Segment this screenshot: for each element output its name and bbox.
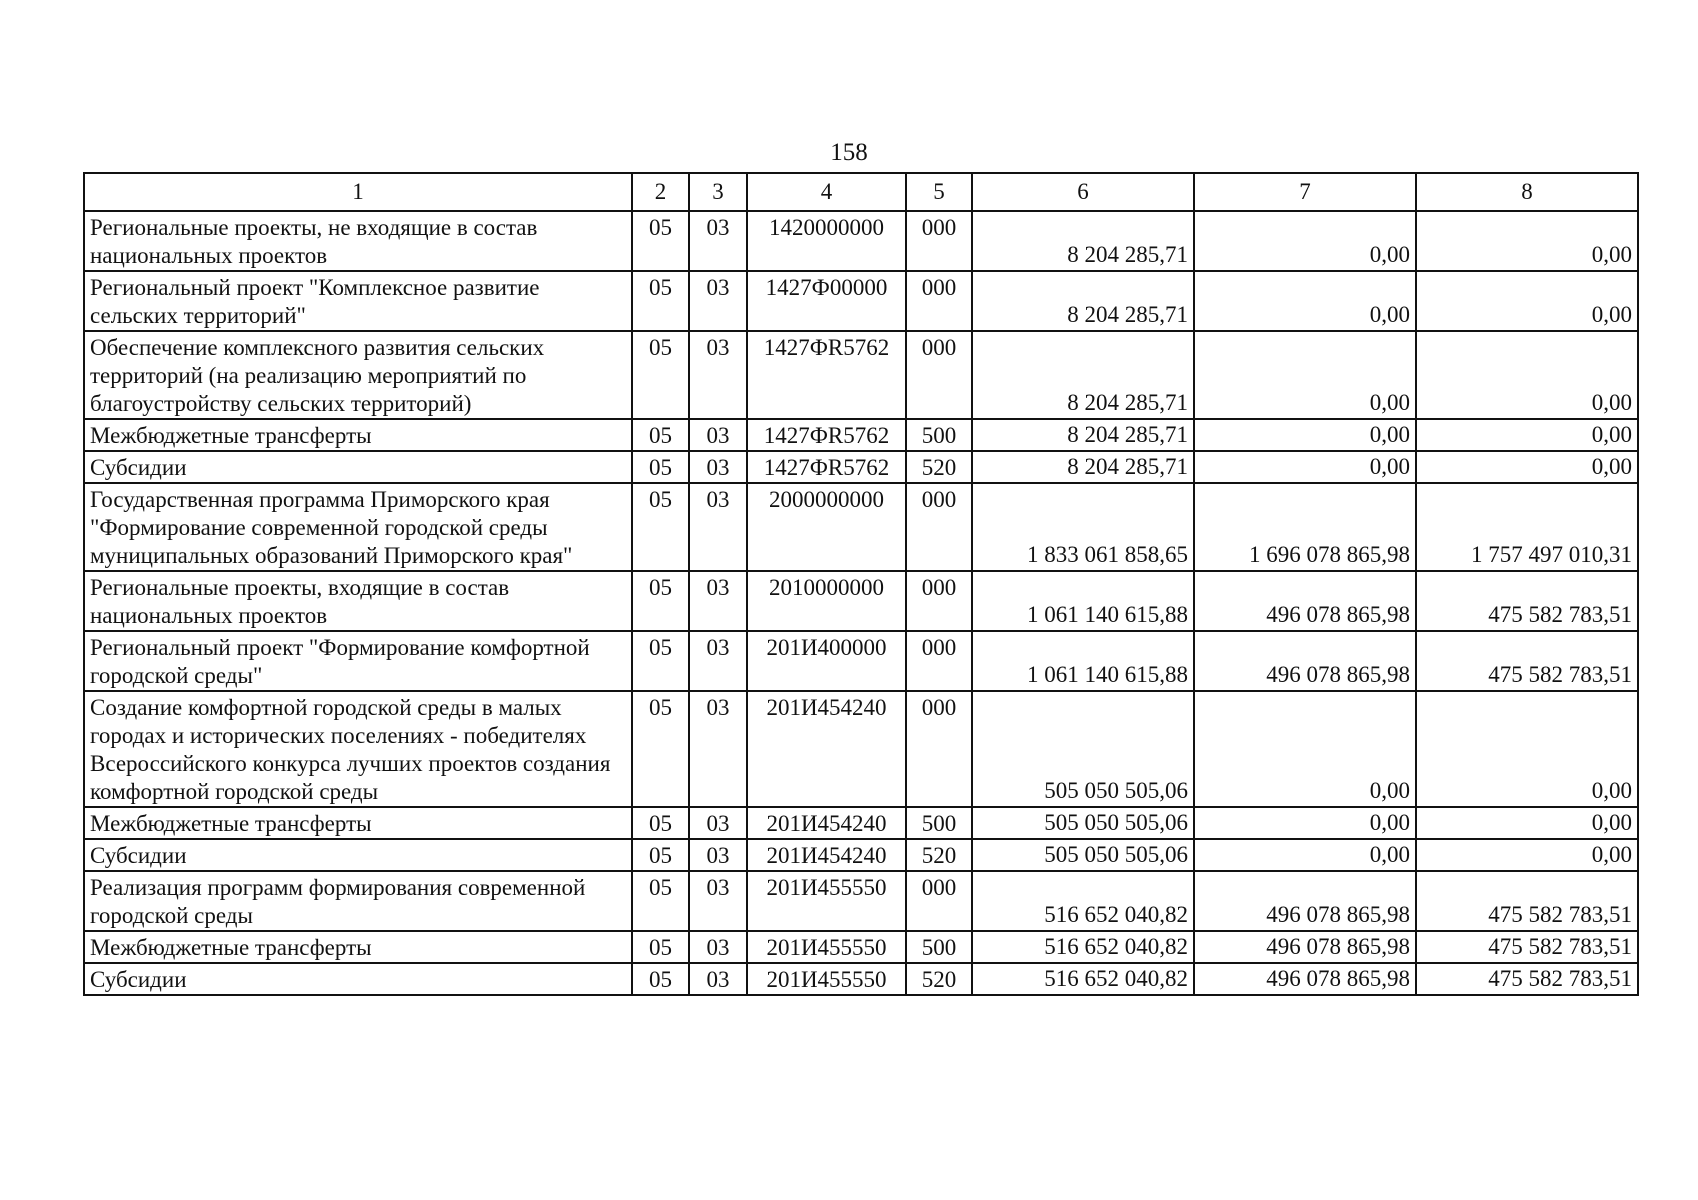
row-name-cell: Региональные проекты, не входящие в состав национальных проектов bbox=[84, 211, 632, 271]
table-row bbox=[84, 419, 1638, 451]
row-name-cell: Создание комфортной городской среды в малых городах и исторических поселениях - победителях Всероссийского конкурса лучших проектов создания комфортной городской среды bbox=[84, 691, 632, 807]
subsection-code-cell: 03 bbox=[689, 271, 747, 331]
page-number: 158 bbox=[830, 139, 868, 166]
amount-col7-cell: 496 078 865,98 bbox=[1194, 631, 1416, 691]
target-article-cell: 201И454240 bbox=[747, 807, 906, 839]
expense-type-cell: 000 bbox=[906, 691, 972, 807]
section-code-cell: 05 bbox=[632, 451, 689, 483]
amount-col6-cell: 505 050 505,06 bbox=[972, 691, 1194, 807]
section-code-cell: 05 bbox=[632, 483, 689, 571]
section-code-cell: 05 bbox=[632, 871, 689, 931]
column-header-7: 7 bbox=[1194, 173, 1416, 211]
row-name-cell: Реализация программ формирования современной городской среды bbox=[84, 871, 632, 931]
amount-col8-cell: 0,00 bbox=[1416, 419, 1638, 451]
subsection-code-cell: 03 bbox=[689, 571, 747, 631]
subsection-code-cell: 03 bbox=[689, 631, 747, 691]
column-header-5: 5 bbox=[906, 173, 972, 211]
amount-col7-cell: 0,00 bbox=[1194, 271, 1416, 331]
table-row bbox=[84, 931, 1638, 963]
column-header-3: 3 bbox=[689, 173, 747, 211]
subsection-code-cell: 03 bbox=[689, 211, 747, 271]
table-row bbox=[84, 571, 1638, 631]
amount-col6-cell: 505 050 505,06 bbox=[972, 839, 1194, 871]
table-row bbox=[84, 483, 1638, 571]
amount-col7-cell: 0,00 bbox=[1194, 331, 1416, 419]
table-row bbox=[84, 271, 1638, 331]
amount-col7-cell: 1 696 078 865,98 bbox=[1194, 483, 1416, 571]
column-header-6: 6 bbox=[972, 173, 1194, 211]
subsection-code-cell: 03 bbox=[689, 839, 747, 871]
expense-type-cell: 500 bbox=[906, 931, 972, 963]
amount-col6-cell: 516 652 040,82 bbox=[972, 871, 1194, 931]
table-row bbox=[84, 451, 1638, 483]
budget-table bbox=[83, 172, 1639, 996]
subsection-code-cell: 03 bbox=[689, 419, 747, 451]
amount-col7-cell: 496 078 865,98 bbox=[1194, 931, 1416, 963]
amount-col6-cell: 505 050 505,06 bbox=[972, 807, 1194, 839]
amount-col6-cell: 8 204 285,71 bbox=[972, 271, 1194, 331]
table-row bbox=[84, 631, 1638, 691]
amount-col8-cell: 475 582 783,51 bbox=[1416, 571, 1638, 631]
amount-col8-cell: 0,00 bbox=[1416, 331, 1638, 419]
row-name-cell: Государственная программа Приморского края "Формирование современной городской среды муниципальных образований Приморского края" bbox=[84, 483, 632, 571]
amount-col6-cell: 8 204 285,71 bbox=[972, 211, 1194, 271]
table-row bbox=[84, 691, 1638, 807]
amount-col6-cell: 1 061 140 615,88 bbox=[972, 571, 1194, 631]
target-article-cell: 201И454240 bbox=[747, 839, 906, 871]
amount-col8-cell: 0,00 bbox=[1416, 451, 1638, 483]
expense-type-cell: 520 bbox=[906, 963, 972, 995]
column-header-4: 4 bbox=[747, 173, 906, 211]
amount-col6-cell: 1 833 061 858,65 bbox=[972, 483, 1194, 571]
expense-type-cell: 000 bbox=[906, 871, 972, 931]
target-article-cell: 2010000000 bbox=[747, 571, 906, 631]
section-code-cell: 05 bbox=[632, 419, 689, 451]
subsection-code-cell: 03 bbox=[689, 931, 747, 963]
table-row bbox=[84, 807, 1638, 839]
expense-type-cell: 000 bbox=[906, 631, 972, 691]
row-name-cell: Субсидии bbox=[84, 963, 632, 995]
amount-col6-cell: 516 652 040,82 bbox=[972, 931, 1194, 963]
expense-type-cell: 000 bbox=[906, 483, 972, 571]
target-article-cell: 201И455550 bbox=[747, 963, 906, 995]
amount-col8-cell: 0,00 bbox=[1416, 807, 1638, 839]
section-code-cell: 05 bbox=[632, 931, 689, 963]
amount-col6-cell: 516 652 040,82 bbox=[972, 963, 1194, 995]
expense-type-cell: 500 bbox=[906, 807, 972, 839]
amount-col7-cell: 0,00 bbox=[1194, 839, 1416, 871]
row-name-cell: Субсидии bbox=[84, 839, 632, 871]
row-name-cell: Обеспечение комплексного развития сельских территорий (на реализацию мероприятий по благоустройству сельских территорий) bbox=[84, 331, 632, 419]
target-article-cell: 2000000000 bbox=[747, 483, 906, 571]
target-article-cell: 1427Ф00000 bbox=[747, 271, 906, 331]
section-code-cell: 05 bbox=[632, 271, 689, 331]
column-header-1: 1 bbox=[84, 173, 632, 211]
amount-col8-cell: 475 582 783,51 bbox=[1416, 631, 1638, 691]
amount-col8-cell: 0,00 bbox=[1416, 839, 1638, 871]
table-body bbox=[84, 211, 1638, 995]
row-name-cell: Региональный проект "Формирование комфортной городской среды" bbox=[84, 631, 632, 691]
expense-type-cell: 000 bbox=[906, 211, 972, 271]
amount-col7-cell: 496 078 865,98 bbox=[1194, 571, 1416, 631]
section-code-cell: 05 bbox=[632, 807, 689, 839]
target-article-cell: 1427ФR5762 bbox=[747, 331, 906, 419]
section-code-cell: 05 bbox=[632, 691, 689, 807]
target-article-cell: 1420000000 bbox=[747, 211, 906, 271]
amount-col7-cell: 496 078 865,98 bbox=[1194, 871, 1416, 931]
subsection-code-cell: 03 bbox=[689, 483, 747, 571]
expense-type-cell: 000 bbox=[906, 571, 972, 631]
amount-col7-cell: 0,00 bbox=[1194, 807, 1416, 839]
expense-type-cell: 500 bbox=[906, 419, 972, 451]
section-code-cell: 05 bbox=[632, 571, 689, 631]
amount-col8-cell: 475 582 783,51 bbox=[1416, 931, 1638, 963]
row-name-cell: Региональные проекты, входящие в состав национальных проектов bbox=[84, 571, 632, 631]
amount-col8-cell: 1 757 497 010,31 bbox=[1416, 483, 1638, 571]
amount-col8-cell: 475 582 783,51 bbox=[1416, 963, 1638, 995]
subsection-code-cell: 03 bbox=[689, 871, 747, 931]
amount-col8-cell: 475 582 783,51 bbox=[1416, 871, 1638, 931]
amount-col7-cell: 0,00 bbox=[1194, 419, 1416, 451]
section-code-cell: 05 bbox=[632, 631, 689, 691]
table-row bbox=[84, 871, 1638, 931]
row-name-cell: Субсидии bbox=[84, 451, 632, 483]
table-row bbox=[84, 963, 1638, 995]
column-header-2: 2 bbox=[632, 173, 689, 211]
header-row bbox=[84, 173, 1638, 211]
expense-type-cell: 520 bbox=[906, 839, 972, 871]
subsection-code-cell: 03 bbox=[689, 691, 747, 807]
section-code-cell: 05 bbox=[632, 839, 689, 871]
amount-col8-cell: 0,00 bbox=[1416, 211, 1638, 271]
row-name-cell: Региональный проект "Комплексное развитие сельских территорий" bbox=[84, 271, 632, 331]
amount-col6-cell: 8 204 285,71 bbox=[972, 419, 1194, 451]
target-article-cell: 1427ФR5762 bbox=[747, 451, 906, 483]
subsection-code-cell: 03 bbox=[689, 807, 747, 839]
expense-type-cell: 000 bbox=[906, 271, 972, 331]
amount-col6-cell: 1 061 140 615,88 bbox=[972, 631, 1194, 691]
amount-col8-cell: 0,00 bbox=[1416, 271, 1638, 331]
section-code-cell: 05 bbox=[632, 211, 689, 271]
section-code-cell: 05 bbox=[632, 963, 689, 995]
row-name-cell: Межбюджетные трансферты bbox=[84, 931, 632, 963]
subsection-code-cell: 03 bbox=[689, 451, 747, 483]
target-article-cell: 201И400000 bbox=[747, 631, 906, 691]
subsection-code-cell: 03 bbox=[689, 963, 747, 995]
column-header-8: 8 bbox=[1416, 173, 1638, 211]
target-article-cell: 1427ФR5762 bbox=[747, 419, 906, 451]
amount-col7-cell: 0,00 bbox=[1194, 451, 1416, 483]
amount-col7-cell: 0,00 bbox=[1194, 691, 1416, 807]
row-name-cell: Межбюджетные трансферты bbox=[84, 807, 632, 839]
expense-type-cell: 000 bbox=[906, 331, 972, 419]
amount-col7-cell: 0,00 bbox=[1194, 211, 1416, 271]
amount-col6-cell: 8 204 285,71 bbox=[972, 451, 1194, 483]
target-article-cell: 201И455550 bbox=[747, 871, 906, 931]
amount-col7-cell: 496 078 865,98 bbox=[1194, 963, 1416, 995]
expense-type-cell: 520 bbox=[906, 451, 972, 483]
amount-col6-cell: 8 204 285,71 bbox=[972, 331, 1194, 419]
row-name-cell: Межбюджетные трансферты bbox=[84, 419, 632, 451]
table-row bbox=[84, 331, 1638, 419]
section-code-cell: 05 bbox=[632, 331, 689, 419]
table-row bbox=[84, 211, 1638, 271]
amount-col8-cell: 0,00 bbox=[1416, 691, 1638, 807]
table-row bbox=[84, 839, 1638, 871]
target-article-cell: 201И454240 bbox=[747, 691, 906, 807]
subsection-code-cell: 03 bbox=[689, 331, 747, 419]
target-article-cell: 201И455550 bbox=[747, 931, 906, 963]
